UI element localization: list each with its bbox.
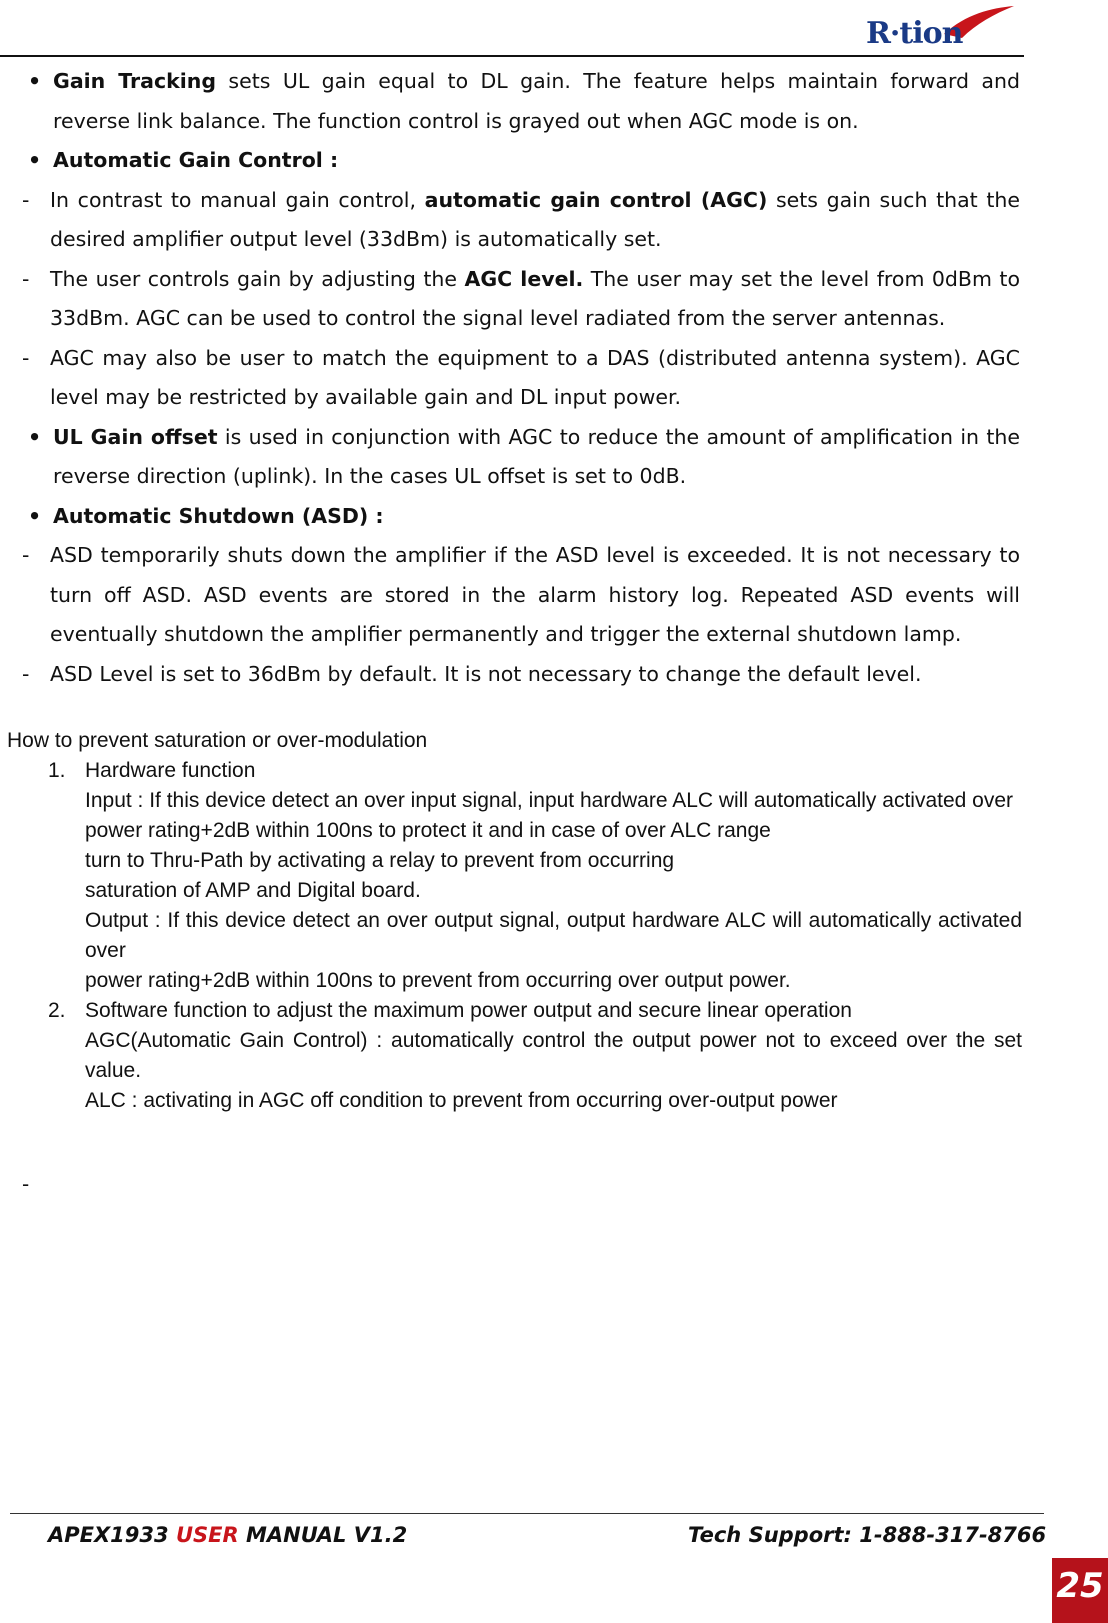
item-heading: Software function to adjust the maximum power output and secure linear operation [85,999,852,1022]
item-line: ALC : activating in AGC off condition to prevent from occurring over-output power [85,1089,838,1112]
agc-item-text: In contrast to manual gain control, [50,187,425,212]
footer-rule [10,1513,1044,1514]
bullet-ul-gain-offset [0,418,1020,497]
agc-item [0,260,1020,339]
footer-manual-part: APEX1933 [48,1523,176,1547]
item-heading: Hardware function [85,759,256,782]
asd-item-text: ASD Level is set to 36dBm by default. It is not necessary to change the default level. [50,661,922,686]
item-number: 1. [48,759,66,782]
feature-descriptions [0,62,1020,694]
numbered-item [0,756,1022,786]
bullet-term: Automatic Gain Control : [53,148,339,172]
section-title: How to prevent saturation or over-modulation [7,729,428,752]
bullet-marker: • [28,503,42,528]
bullet-gain-tracking [0,62,1020,141]
dash-marker: - [22,543,30,567]
bullet-text: is used in conjunction with AGC to reduce the amount of amplification in the reverse direction (uplink). In the cases UL offset is set to 0dB. [53,424,1021,488]
bullet-marker: • [28,424,42,449]
dash-marker: - [22,187,30,212]
footer-manual-accent: USER [175,1523,239,1547]
asd-item [0,536,1020,655]
agc-item-text: AGC may also be user to match the equipment to a DAS (distributed antenna system). AGC level may be restricted by available gain and DL input power. [50,345,1020,409]
agc-item-bold: automatic gain control (AGC) [424,187,768,212]
agc-item-text: The user may set the level from 0dBm to 33dBm. AGC can be used to control the signal level radiated from the server antennas. [50,266,1020,330]
item-line: Output : If this device detect an over output signal, output hardware ALC will automatically activated over [85,909,1022,962]
bullet-text: sets UL gain equal to DL gain. The feature helps maintain forward and reverse link balance. The function control is grayed out when AGC mode is on. [53,69,1020,133]
bullet-term: Automatic Shutdown (ASD) : [53,503,384,528]
brand-logo [866,4,1016,52]
item-line: Input : If this device detect an over input signal, input hardware ALC will automatically activated over [85,789,1013,812]
footer-tech-support: Tech Support: 1-888-317-8766 [688,1523,1047,1547]
agc-item-text: sets gain such that the desired amplifier output level (33dBm) is automatically set. [50,187,1020,251]
item-line: power rating+2dB within 100ns to prevent from occurring over output power. [85,969,791,992]
bullet-asd [0,497,1020,537]
footer-manual-title [48,1520,407,1550]
bullet-term: Gain Tracking [53,69,217,93]
agc-item-bold: AGC level. [464,266,584,291]
item-line: turn to Thru-Path by activating a relay to prevent from occurring [85,849,675,872]
trailing-dash: - [22,1172,30,1196]
item-line: power rating+2dB within 100ns to protect it and in case of over ALC range [85,819,771,842]
logo-text: R·tion [866,16,963,51]
agc-item-text: The user controls gain by adjusting the [50,266,465,291]
bullet-agc [0,141,1020,181]
header-rule [0,55,1024,57]
agc-item [0,339,1020,418]
bullet-marker: • [28,148,42,172]
numbered-item [0,996,1022,1026]
item-number: 2. [48,999,66,1022]
asd-item-text: ASD temporarily shuts down the amplifier if the ASD level is exceeded. It is not necessary to turn off ASD. ASD events are stored in the alarm history log. Repeated ASD events will eventually shutdown the amplifier permanently and trigger the external shutdown lamp. [50,543,1020,646]
asd-item [0,655,1020,695]
agc-item [0,181,1020,260]
bullet-marker: • [28,69,42,93]
item-line: AGC(Automatic Gain Control) : automatically control the output power not to exceed over the set value. [85,1029,1022,1082]
dash-marker: - [22,345,30,370]
item-line: saturation of AMP and Digital board. [85,879,421,902]
dash-marker: - [22,661,30,686]
page-number: 25 [1052,1554,1108,1623]
footer-manual-part: MANUAL V1.2 [238,1523,408,1547]
bullet-term: UL Gain offset [53,424,218,449]
prevention-section [0,726,1022,1116]
dash-marker: - [22,266,30,291]
